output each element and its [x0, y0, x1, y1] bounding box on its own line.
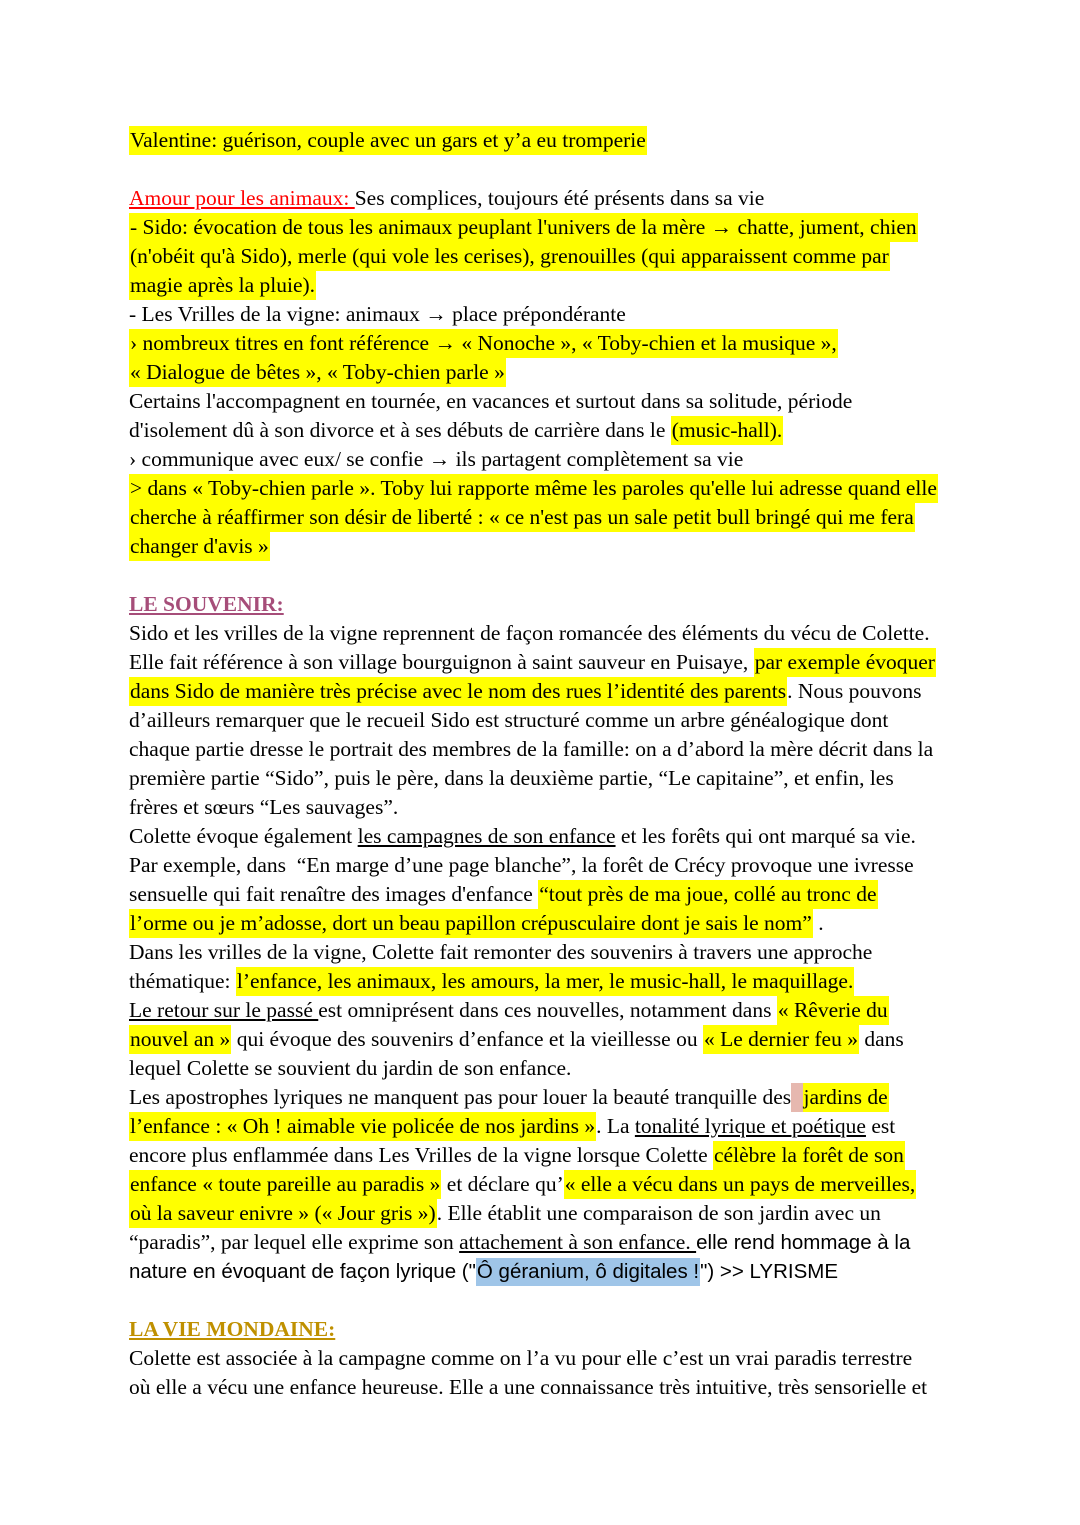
- highlighted-text: dans Sido de manière très précise avec le nom des rues l’identité des parents: [129, 677, 787, 706]
- text-line: [129, 532, 989, 561]
- text-run: chaque partie dresse le portrait des membres de la famille: on a d’abord la mère décrit dans la: [129, 737, 934, 761]
- text-line: [129, 271, 989, 300]
- text-line: [129, 155, 989, 184]
- highlighted-text: “tout près de ma joue, collé au tronc de: [538, 880, 877, 909]
- highlighted-text: par exemple évoquer: [754, 648, 936, 677]
- highlighted-text: enfance « toute pareille au paradis »: [129, 1170, 441, 1199]
- highlighted-text: - Sido: évocation de tous les animaux peuplant l'univers de la mère → chatte, jument, chien: [129, 213, 918, 242]
- text-run: nature en évoquant de façon lyrique (": [129, 1260, 476, 1283]
- text-run: attachement à son enfance.: [459, 1230, 697, 1254]
- text-run: d’ailleurs remarquer que le recueil Sido est structuré comme un arbre généalogique dont: [129, 708, 889, 732]
- section-heading: [129, 1315, 989, 1344]
- highlighted-text: cherche à réaffirmer son désir de liberté : « ce n'est pas un sale petit bull bringé qui me fera: [129, 503, 915, 532]
- text-run: elle rend hommage à la: [696, 1231, 911, 1254]
- heading-text: LA VIE MONDAINE:: [129, 1317, 336, 1341]
- text-run: Les apostrophes lyriques ne manquent pas pour louer la beauté tranquille des: [129, 1085, 792, 1109]
- heading-text: LE SOUVENIR:: [129, 592, 284, 616]
- text-run: Elle fait référence à son village bourguignon à saint sauveur en Puisaye,: [129, 650, 754, 674]
- text-line: [129, 561, 989, 590]
- highlighted-text: Valentine: guérison, couple avec un gars et y’a eu tromperie: [129, 126, 647, 155]
- highlighted-text: (music-hall).: [671, 416, 783, 445]
- text-line: [129, 184, 989, 213]
- text-line: [129, 358, 989, 387]
- text-line: [129, 1141, 989, 1170]
- highlighted-text: où la saveur enivre » (« Jour gris »): [129, 1199, 437, 1228]
- text-run: encore plus enflammée dans Les Vrilles de la vigne lorsque Colette: [129, 1143, 714, 1167]
- text-line: [129, 1199, 989, 1228]
- text-run: Dans les vrilles de la vigne, Colette fait remonter des souvenirs à travers une approche: [129, 940, 873, 964]
- highlighted-text: (n'obéit qu'à Sido), merle (qui vole les cerises), grenouilles (qui apparaissent comme par: [129, 242, 890, 271]
- highlighted-text: > dans « Toby-chien parle ». Toby lui rapporte même les paroles qu'elle lui adresse quand elle: [129, 474, 938, 503]
- text-run: et déclare qu’: [441, 1172, 564, 1196]
- text-line: [129, 1344, 989, 1373]
- text-run: .: [812, 911, 824, 935]
- text-line: [129, 242, 989, 271]
- highlighted-text: magie après la pluie).: [129, 271, 316, 300]
- text-line: [129, 329, 989, 358]
- text-line: [129, 909, 989, 938]
- text-line: [129, 880, 989, 909]
- text-line: [129, 619, 989, 648]
- text-run: . Elle établit une comparaison de son jardin avec un: [436, 1201, 881, 1225]
- text-run: est: [865, 1114, 896, 1138]
- text-line: [129, 1083, 989, 1112]
- section-heading: [129, 590, 989, 619]
- text-line: [129, 1112, 989, 1141]
- text-run: . La: [596, 1114, 635, 1138]
- text-line: [129, 126, 989, 155]
- text-line: [129, 793, 989, 822]
- text-run: qui évoque des souvenirs d’enfance et la vieillesse ou: [231, 1027, 703, 1051]
- text-run: thématique:: [129, 969, 236, 993]
- text-run: Par exemple, dans “En marge d’une page blanche”, la forêt de Crécy provoque une ivresse: [129, 853, 914, 877]
- text-run: Le retour sur le passé: [129, 998, 319, 1022]
- text-line: [129, 938, 989, 967]
- text-line: [129, 1373, 989, 1402]
- text-run: Sido et les vrilles de la vigne reprennent de façon romancée des éléments du vécu de Colette.: [129, 621, 930, 645]
- text-line: [129, 851, 989, 880]
- text-run: frères et sœurs “Les sauvages”.: [129, 795, 399, 819]
- text-line: [129, 445, 989, 474]
- text-line: [129, 822, 989, 851]
- text-run: dans: [858, 1027, 904, 1051]
- highlighted-text: l’orme ou je m’adosse, dort un beau papillon crépusculaire dont je sais le nom”: [129, 909, 813, 938]
- text-line: [129, 996, 989, 1025]
- text-run: › communique avec eux/ se confie → ils partagent complètement sa vie: [129, 447, 744, 471]
- highlighted-text: « elle a vécu dans un pays de merveilles,: [564, 1170, 916, 1199]
- text-line: [129, 213, 989, 242]
- text-line: [129, 648, 989, 677]
- text-run: Colette est associée à la campagne comme on l’a vu pour elle c’est un vrai paradis terrestre: [129, 1346, 913, 1370]
- text-run: - Les Vrilles de la vigne: animaux → place prépondérante: [129, 302, 626, 326]
- text-line: [129, 503, 989, 532]
- text-line: [129, 1228, 989, 1257]
- highlighted-text: célèbre la forêt de son: [713, 1141, 905, 1170]
- text-run: tonalité lyrique et poétique: [634, 1114, 866, 1138]
- heading-text: Amour pour les animaux:: [129, 186, 355, 210]
- text-run: d'isolement dû à son divorce et à ses débuts de carrière dans le: [129, 418, 671, 442]
- text-run: où elle a vécu une enfance heureuse. Elle a une connaissance très intuitive, très sensorielle et: [129, 1375, 928, 1399]
- text-line: [129, 677, 989, 706]
- highlighted-text: [791, 1083, 802, 1112]
- text-line: [129, 706, 989, 735]
- highlighted-text: Ô géranium, ô digitales !: [476, 1258, 700, 1286]
- text-run: ") >> LYRISME: [700, 1260, 839, 1283]
- highlighted-text: « Le dernier feu »: [703, 1025, 859, 1054]
- highlighted-text: › nombreux titres en font référence → « Nonoche », « Toby-chien et la musique »,: [129, 329, 838, 358]
- highlighted-text: changer d'avis »: [129, 532, 270, 561]
- text-line: [129, 300, 989, 329]
- highlighted-text: nouvel an »: [129, 1025, 231, 1054]
- text-line: [129, 1257, 989, 1286]
- highlighted-text: jardins de: [803, 1083, 889, 1112]
- text-run: . Nous pouvons: [787, 679, 922, 703]
- text-run: “paradis”, par lequel elle exprime son: [129, 1230, 460, 1254]
- highlighted-text: l’enfance, les animaux, les amours, la mer, le music-hall, le maquillage.: [236, 967, 854, 996]
- text-run: première partie “Sido”, puis le père, dans la deuxième partie, “Le capitaine”, et enfin, les: [129, 766, 894, 790]
- highlighted-text: « Dialogue de bêtes », « Toby-chien parle »: [129, 358, 506, 387]
- text-line: [129, 967, 989, 996]
- text-line: [129, 416, 989, 445]
- text-run: les campagnes de son enfance: [357, 824, 616, 848]
- text-run: et les forêts qui ont marqué sa vie.: [615, 824, 916, 848]
- text-line: [129, 735, 989, 764]
- text-line: [129, 764, 989, 793]
- text-run: lequel Colette se souvient du jardin de son enfance.: [129, 1056, 572, 1080]
- text-run: Ses complices, toujours été présents dans sa vie: [354, 186, 765, 210]
- text-run: Certains l'accompagnent en tournée, en vacances et surtout dans sa solitude, période: [129, 389, 853, 413]
- text-run: est omniprésent dans ces nouvelles, notamment dans: [318, 998, 777, 1022]
- text-line: [129, 1054, 989, 1083]
- text-line: [129, 387, 989, 416]
- text-line: [129, 474, 989, 503]
- text-line: [129, 1025, 989, 1054]
- highlighted-text: l’enfance : « Oh ! aimable vie policée de nos jardins »: [129, 1112, 596, 1141]
- text-line: [129, 1286, 989, 1315]
- text-run: Colette évoque également: [129, 824, 358, 848]
- text-line: [129, 1170, 989, 1199]
- document-content: [129, 126, 989, 1402]
- text-run: sensuelle qui fait renaître des images d'enfance: [129, 882, 539, 906]
- highlighted-text: « Rêverie du: [777, 996, 889, 1025]
